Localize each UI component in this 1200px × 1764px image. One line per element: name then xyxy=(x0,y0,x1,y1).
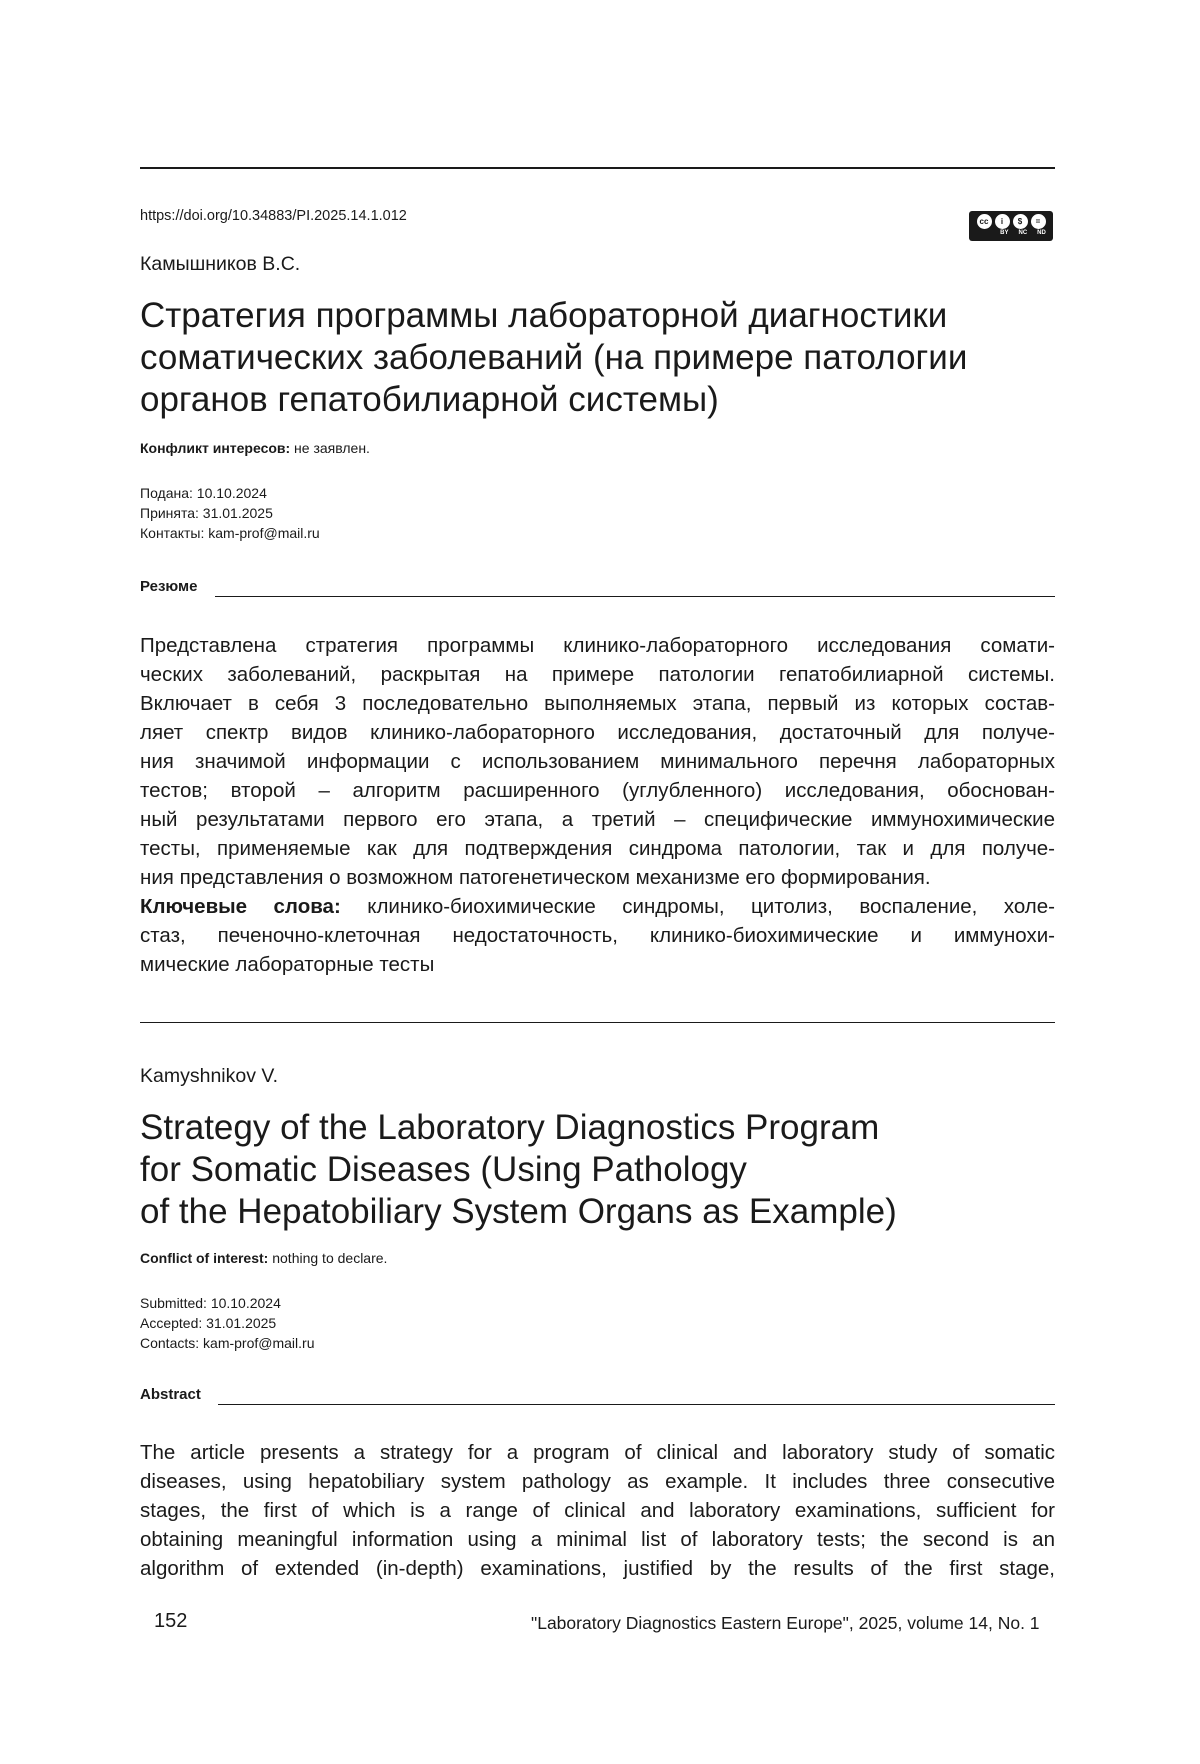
abstract-ru xyxy=(140,631,1055,979)
title-ru xyxy=(140,295,967,421)
keywords-line: мические лабораторные тесты xyxy=(140,950,1055,979)
author-en: Kamyshnikov V. xyxy=(140,1065,278,1088)
title-line: органов гепатобилиарной системы) xyxy=(140,379,967,421)
abstract-line: diseases, using hepatobiliary system pathology as example. It includes three consecutive xyxy=(140,1467,1055,1496)
submitted-date: Submitted: 10.10.2024 xyxy=(140,1293,314,1313)
submitted-date: Подана: 10.10.2024 xyxy=(140,483,320,503)
dates-ru xyxy=(140,483,320,543)
abstract-rule-en xyxy=(218,1404,1055,1405)
abstract-line: Включает в себя 3 последовательно выполняемых этапа, первый из которых состав- xyxy=(140,689,1055,718)
abstract-line: тестов; второй – алгоритм расширенного (углубленного) исследования, обоснован- xyxy=(140,776,1055,805)
cc-icon: cc xyxy=(977,214,992,229)
abstract-line: ния представления о возможном патогенетическом механизме его формирования. xyxy=(140,863,1055,892)
abstract-line: ческих заболеваний, раскрытая на примере патологии гепатобилиарной системы. xyxy=(140,660,1055,689)
license-label-by: BY xyxy=(1000,230,1008,236)
abstract-line: algorithm of extended (in-depth) examinations, justified by the results of the first stage, xyxy=(140,1554,1055,1583)
page-number: 152 xyxy=(154,1610,187,1633)
author-ru: Камышников В.С. xyxy=(140,253,300,276)
nd-icon: = xyxy=(1031,214,1046,229)
keywords-line xyxy=(140,892,1055,921)
abstract-line: ляет спектр видов клинико-лабораторного исследования, достаточный для получе- xyxy=(140,718,1055,747)
title-en xyxy=(140,1107,897,1233)
contacts[interactable]: Contacts: kam-prof@mail.ru xyxy=(140,1333,314,1353)
title-line: соматических заболеваний (на примере патологии xyxy=(140,337,967,379)
license-label-nc: NC xyxy=(1019,230,1028,236)
abstract-line: obtaining meaningful information using a minimal list of laboratory tests; the second is an xyxy=(140,1525,1055,1554)
nc-icon: $ xyxy=(1013,214,1028,229)
abstract-line: Представлена стратегия программы клинико-лабораторного исследования сомати- xyxy=(140,631,1055,660)
abstract-line: The article presents a strategy for a program of clinical and laboratory study of somatic xyxy=(140,1438,1055,1467)
abstract-rule-ru xyxy=(215,596,1055,597)
dates-en xyxy=(140,1293,314,1353)
contacts[interactable]: Контакты: kam-prof@mail.ru xyxy=(140,523,320,543)
cc-license-badge[interactable] xyxy=(969,211,1053,241)
abstract-line: тесты, применяемые как для подтверждения синдрома патологии, так и для получе- xyxy=(140,834,1055,863)
accepted-date: Принята: 31.01.2025 xyxy=(140,503,320,523)
keywords-text: клинико-биохимические синдромы, цитолиз, воспаление, холе- xyxy=(341,895,1055,918)
abstract-line: stages, the first of which is a range of clinical and laboratory examinations, sufficient for xyxy=(140,1496,1055,1525)
license-label-nd: ND xyxy=(1037,230,1046,236)
title-line: Стратегия программы лабораторной диагностики xyxy=(140,295,967,337)
by-icon: i xyxy=(995,214,1010,229)
section-divider xyxy=(140,1022,1055,1023)
conflict-en xyxy=(140,1250,387,1266)
doi-link[interactable]: https://doi.org/10.34883/PI.2025.14.1.012 xyxy=(140,208,407,224)
top-rule xyxy=(140,167,1055,169)
abstract-line: ния значимой информации с использованием минимального перечня лабораторных xyxy=(140,747,1055,776)
title-line: of the Hepatobiliary System Organs as Example) xyxy=(140,1191,897,1233)
journal-citation: "Laboratory Diagnostics Eastern Europe", 2025, volume 14, No. 1 xyxy=(531,1613,1040,1634)
title-line: Strategy of the Laboratory Diagnostics Program xyxy=(140,1107,897,1149)
keywords-line: стаз, печеночно-клеточная недостаточность, клинико-биохимические и иммунохи- xyxy=(140,921,1055,950)
conflict-label: Конфликт интересов: xyxy=(140,440,290,456)
keywords-label: Ключевые слова: xyxy=(140,895,341,918)
conflict-value: не заявлен. xyxy=(290,440,370,456)
conflict-value: nothing to declare. xyxy=(268,1250,387,1266)
conflict-ru xyxy=(140,440,370,456)
abstract-label-ru: Резюме xyxy=(140,578,197,595)
conflict-label: Conflict of interest: xyxy=(140,1250,268,1266)
abstract-label-en: Abstract xyxy=(140,1386,201,1403)
abstract-en xyxy=(140,1438,1055,1583)
abstract-line: ный результатами первого его этапа, а третий – специфические иммунохимические xyxy=(140,805,1055,834)
accepted-date: Accepted: 31.01.2025 xyxy=(140,1313,314,1333)
title-line: for Somatic Diseases (Using Pathology xyxy=(140,1149,897,1191)
